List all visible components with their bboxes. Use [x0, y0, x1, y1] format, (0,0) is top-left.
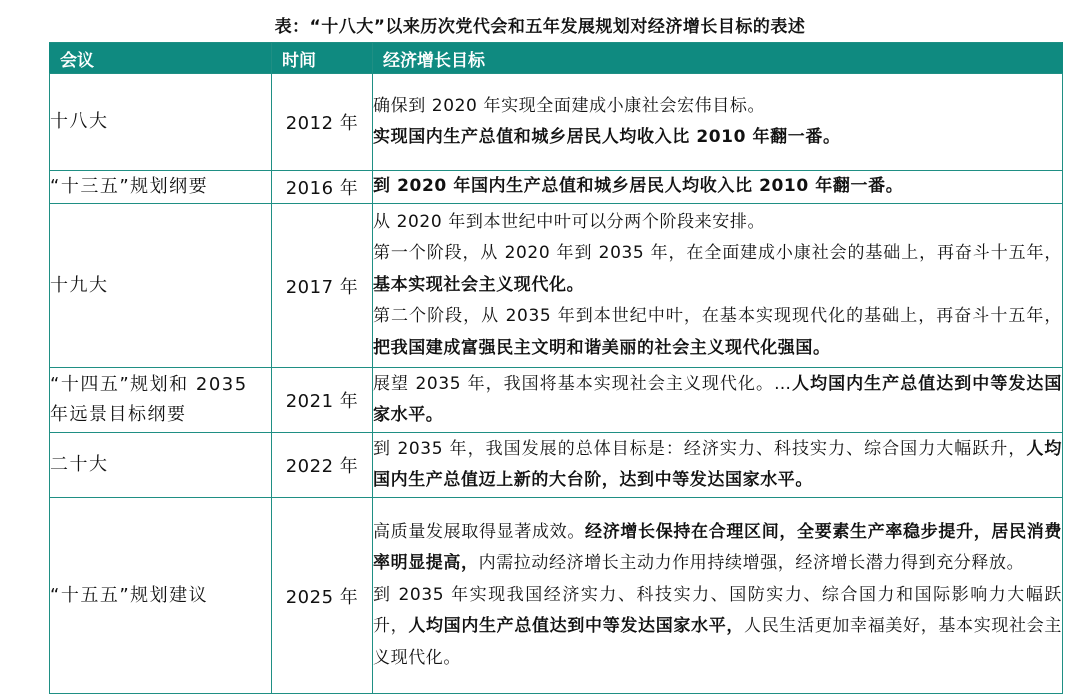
time-cell: 2012 年 [272, 74, 373, 171]
target-segment: 从 2020 年到本世纪中叶可以分两个阶段来安排。 [373, 211, 766, 232]
target-cell [373, 171, 1063, 204]
target-segment: 内需拉动经济增长主动力作用持续增强，经济增长潜力得到充分释放。 [478, 553, 1025, 574]
target-segment: 到 2035 年实现我国经济实力、科技实力、国防实力、综合国力和国际影响力大幅跃升， [373, 584, 1062, 637]
time-cell: 2025 年 [272, 498, 373, 694]
time-cell: 2017 年 [272, 204, 373, 368]
target-segment-bold: 人均国内生产总值达到中等发达国家水平。 [373, 373, 1063, 425]
economic-goals-table [49, 42, 1063, 694]
header-meeting: 会议 [50, 43, 272, 74]
target-segment: 高质量发展取得显著成效。 [373, 521, 586, 542]
header-time: 时间 [272, 43, 373, 74]
time-cell: 2021 年 [272, 368, 373, 433]
header-growth-target: 经济增长目标 [373, 43, 1063, 74]
target-segment: 确保到 2020 年实现全面建成小康社会宏伟目标。 [373, 95, 766, 116]
meeting-cell: 十九大 [50, 204, 272, 368]
meeting-cell: “十五五”规划建议 [50, 498, 272, 694]
target-segment: 第一个阶段，从 2020 年到 2035 年，在全面建成小康社会的基础上，再奋斗十五年， [373, 243, 1062, 264]
time-cell: 2016 年 [272, 171, 373, 204]
time-cell: 2022 年 [272, 433, 373, 498]
target-segment-bold: 人均国内生产总值迈上新的大台阶，达到中等发达国家水平。 [373, 438, 1062, 490]
target-segment: 第二个阶段，从 2035 年到本世纪中叶，在基本实现现代化的基础上，再奋斗十五年， [373, 306, 1062, 327]
target-segment: 人民生活更加幸福美好，基本实现社会主义现代化。 [373, 616, 1062, 668]
meeting-cell: 二十大 [50, 433, 272, 498]
target-cell [373, 433, 1063, 498]
table-caption: 表：“十八大”以来历次党代会和五年发展规划对经济增长目标的表述 [274, 17, 806, 37]
target-segment: 展望 2035 年，我国将基本实现社会主义现代化。… [373, 373, 792, 394]
target-cell [373, 498, 1063, 694]
target-segment-bold: 人均国内生产总值达到中等发达国家水平， [408, 616, 745, 637]
target-cell [373, 204, 1063, 368]
target-segment-bold: 基本实现社会主义现代化。 [373, 274, 585, 295]
target-segment-bold: 实现国内生产总值和城乡居民人均收入比 2010 年翻一番。 [373, 127, 841, 147]
table-row [50, 368, 1063, 433]
meeting-cell: “十三五”规划纲要 [50, 171, 272, 204]
target-segment-bold: 到 2020 年国内生产总值和城乡居民人均收入比 2010 年翻一番。 [373, 176, 904, 197]
table-row [50, 171, 1063, 204]
table-header-row [50, 43, 1063, 74]
meeting-cell: “十四五”规划和 2035 年远景目标纲要 [50, 368, 272, 433]
table-row [50, 433, 1063, 498]
table-row [50, 204, 1063, 368]
target-cell [373, 74, 1063, 171]
table-row [50, 498, 1063, 694]
meeting-cell: 十八大 [50, 74, 272, 171]
target-segment-bold: 经济增长保持在合理区间，全要素生产率稳步提升，居民消费率明显提高， [373, 521, 1063, 574]
target-cell [373, 368, 1063, 433]
target-segment-bold: 把我国建成富强民主文明和谐美丽的社会主义现代化强国。 [373, 337, 831, 358]
target-segment: 到 2035 年，我国发展的总体目标是：经济实力、科技实力、综合国力大幅跃升， [373, 438, 1027, 459]
table-row [50, 74, 1063, 171]
